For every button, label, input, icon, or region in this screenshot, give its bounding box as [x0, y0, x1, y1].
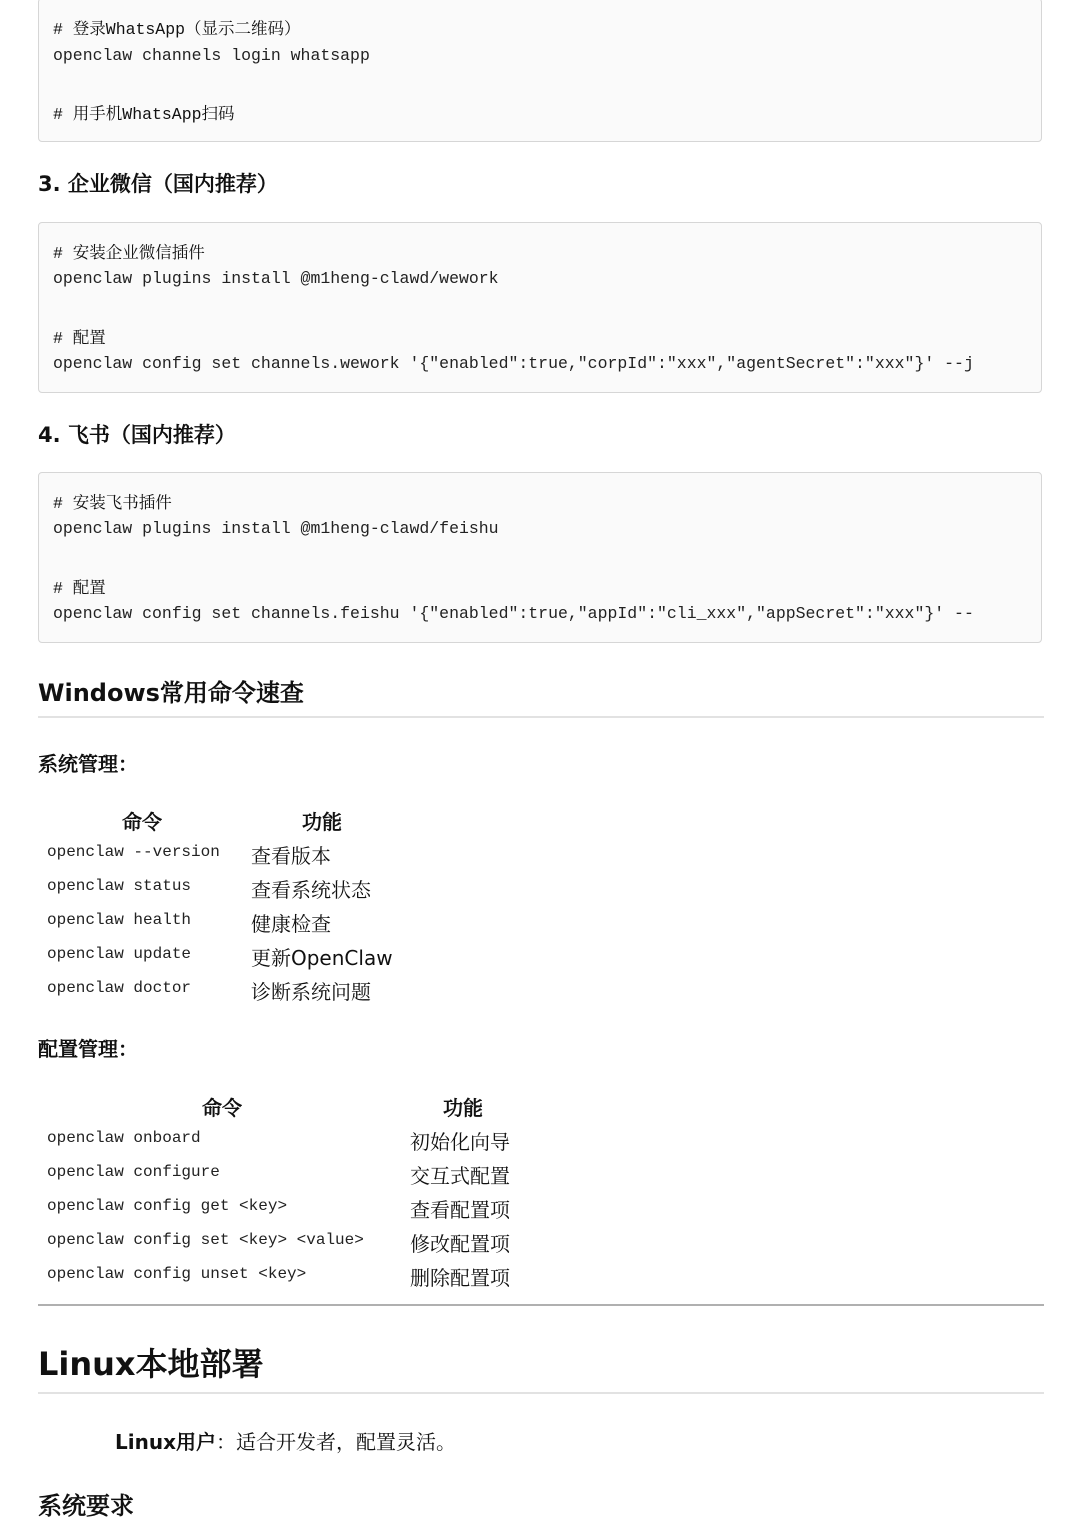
- code-block-feishu: [38, 472, 1042, 643]
- table-cell-function: 初始化向导: [410, 1130, 510, 1154]
- table-cell-function: 健康检查: [251, 912, 331, 936]
- system-management-label: 系统管理：: [38, 752, 138, 776]
- linux-intro: [115, 1426, 456, 1455]
- table-cell-command: openclaw config get <key>: [47, 1197, 288, 1215]
- section-heading-feishu: 4. 飞书（国内推荐）: [38, 423, 236, 447]
- table-cell-command: openclaw --version: [47, 843, 220, 861]
- table-cell-command: openclaw onboard: [47, 1129, 201, 1147]
- table-cell-command: openclaw configure: [47, 1163, 220, 1181]
- code-command: openclaw channels login whatsapp: [53, 46, 370, 65]
- table-cell-function: 查看配置项: [410, 1198, 510, 1222]
- table-cell-command: openclaw config set <key> <value>: [47, 1231, 364, 1249]
- code-command: openclaw plugins install @m1heng-clawd/feishu: [53, 519, 499, 538]
- table-header-command: 命令: [202, 1096, 242, 1120]
- code-block-whatsapp: [38, 0, 1042, 142]
- code-command: openclaw config set channels.feishu '{"enabled":true,"appId":"cli_xxx","appSecret":"xxx"}' --: [53, 604, 974, 623]
- section-heading-requirements: 系统要求: [38, 1492, 134, 1520]
- section-divider: [38, 1304, 1044, 1306]
- code-block-wework: [38, 222, 1042, 393]
- divider: [38, 1392, 1044, 1394]
- table-cell-command: openclaw config unset <key>: [47, 1265, 307, 1283]
- code-comment: # 配置: [53, 329, 106, 348]
- divider: [38, 716, 1044, 718]
- table-cell-command: openclaw update: [47, 945, 192, 963]
- section-heading-windows-commands: Windows常用命令速查: [38, 679, 304, 707]
- table-cell-command: openclaw status: [47, 877, 192, 895]
- linux-intro-bold: Linux用户: [115, 1430, 216, 1454]
- code-command: openclaw plugins install @m1heng-clawd/wework: [53, 269, 499, 288]
- table-cell-function: 查看版本: [251, 844, 331, 868]
- table-cell-function: 修改配置项: [410, 1232, 510, 1256]
- table-cell-function: 删除配置项: [410, 1266, 510, 1290]
- code-comment: # 登录WhatsApp（显示二维码）: [53, 20, 301, 39]
- table-header-command: 命令: [122, 810, 162, 834]
- table-cell-function: 诊断系统问题: [251, 980, 371, 1004]
- table-cell-function: 交互式配置: [410, 1164, 510, 1188]
- code-comment: # 安装企业微信插件: [53, 244, 205, 263]
- section-heading-wework: 3. 企业微信（国内推荐）: [38, 172, 278, 196]
- config-management-label: 配置管理：: [38, 1037, 138, 1061]
- table-cell-function: 查看系统状态: [251, 878, 371, 902]
- code-comment: # 用手机WhatsApp扫码: [53, 105, 235, 124]
- section-heading-linux: Linux本地部署: [38, 1345, 264, 1383]
- code-comment: # 安装飞书插件: [53, 494, 172, 513]
- table-cell-command: openclaw doctor: [47, 979, 192, 997]
- code-command: openclaw config set channels.wework '{"enabled":true,"corpId":"xxx","agentSecret":"xxx"}' --j: [53, 354, 974, 373]
- table-cell-function: 更新OpenClaw: [251, 946, 393, 970]
- linux-intro-text: ：适合开发者，配置灵活。: [215, 1430, 456, 1454]
- table-header-function: 功能: [302, 810, 342, 834]
- code-comment: # 配置: [53, 579, 106, 598]
- table-cell-command: openclaw health: [47, 911, 192, 929]
- table-header-function: 功能: [443, 1096, 483, 1120]
